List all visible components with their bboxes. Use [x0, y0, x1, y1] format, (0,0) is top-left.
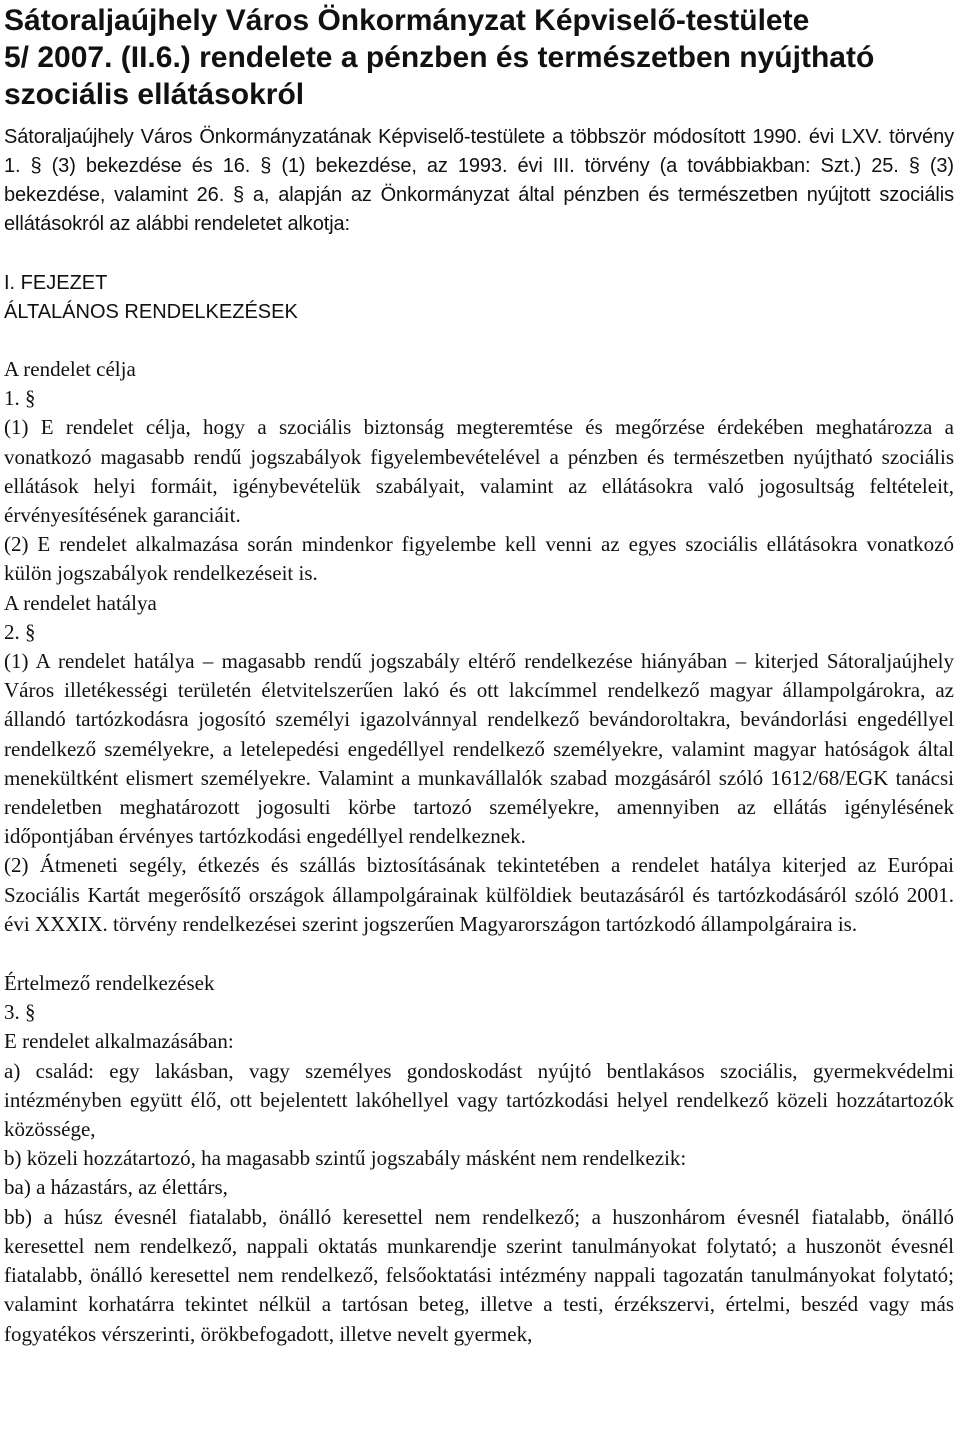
title-line: szociális ellátásokról [4, 78, 305, 111]
section-number: 3. § [4, 1000, 36, 1025]
paragraph: (2) Átmeneti segély, étkezés és szállás biztosításának tekintetében a rendelet hatálya kiterjed az Európai Szociális Kartát megerősítő országok állampolgárainak külföldiek beutazásáról és tartózkodásáról szóló 2001. évi XXXIX. törvény rendelkezései szerint jogszerűen Magyarországon tartózkodó állampolgáraira is. [4, 853, 954, 936]
paragraph: a) család: egy lakásban, vagy személyes gondoskodást nyújtó bentlakásos szociális, gyermekvédelmi intézményben együtt élő, ott bejelentett lakóhellyel vagy tartózkodási helyel rendelkező közeli hozzátartozók közössége, [4, 1058, 954, 1142]
section-1 [4, 355, 954, 589]
document-page [4, 0, 954, 1349]
section-heading: A rendelet hatálya [4, 590, 157, 615]
paragraph: (1) E rendelet célja, hogy a szociális biztonság megteremtése és megőrzése érdekében meghatározza a vonatkozó magasabb rendű jogszabályok figyelembevételével a pénzben és természetben nyújtható szociális ellátások helyi formáit, igénybevételük szabályait, valamint az ellátásokra való jogosultság feltételeit, érvényesítésének garanciáit. [4, 415, 954, 528]
section-number: 2. § [4, 619, 36, 644]
preamble: Sátoraljaújhely Város Önkormányzatának Képviselő-testülete a többször módosított 1990. évi LXV. törvény 1. § (3) bekezdése és 16. § (1) bekezdése, az 1993. évi III. törvény (a továbbiakban: Szt.) 25. § (3) bekezdése, valamint 26. § a, alapján az Önkormányzat által pénzben és természetben nyújtott szociális ellátásokról az alábbi rendeletet alkotja: [4, 126, 954, 235]
title-line: 5/ 2007. (II.6.) rendelete a pénzben és természetben nyújtható [4, 41, 875, 74]
paragraph: bb) a húsz évesnél fiatalabb, önálló keresettel nem rendelkező; a huszonhárom évesnél fiatalabb, önálló keresettel nem rendelkező, nappali oktatás munkarendje szerint tanulmányokat folytató; a huszonöt évesnél fiatalabb, önálló keresettel nem rendelkező, felsőoktatási intézmény nappali tagozatán tanulmányokat folytató; valamint korhatárra tekintet nélkül a tartósan beteg, illetve a testi, érzékszervi, értelmi, beszéd vagy más fogyatékos vérszerinti, örökbefogadott, illetve nevelt gyermek, [4, 1204, 954, 1346]
chapter-number: I. FEJEZET [4, 272, 108, 294]
section-3 [4, 969, 954, 1349]
paragraph: (2) E rendelet alkalmazása során mindenkor figyelembe kell venni az egyes szociális ellátásokra vonatkozó külön jogszabályok rendelkezéseit is. [4, 532, 954, 586]
section-number: 1. § [4, 386, 36, 411]
section-heading: A rendelet célja [4, 357, 136, 381]
document-title [4, 0, 954, 113]
paragraph: ba) a házastárs, az élettárs, [4, 1175, 228, 1200]
title-line: Sátoraljaújhely Város Önkormányzat Képviselő-testülete [4, 4, 810, 37]
chapter-title: ÁLTALÁNOS RENDELKEZÉSEK [4, 301, 298, 323]
chapter-heading [4, 269, 954, 327]
section-2 [4, 589, 954, 939]
section-heading: Értelmező rendelkezések [4, 971, 215, 996]
paragraph: b) közeli hozzátartozó, ha magasabb szintű jogszabály másként nem rendelkezik: [4, 1146, 687, 1171]
paragraph: E rendelet alkalmazásában: [4, 1029, 234, 1054]
paragraph: (1) A rendelet hatálya – magasabb rendű jogszabály eltérő rendelkezése hiányában – kiterjed Sátoraljaújhely Város illetékességi területén életvitelszerűen lakó és ott lakcímmel rendelkező magyar állampolgárokra, az állandó tartózkodásra jogosító személyi igazolvánnyal rendelkező bevándoroltakra, bevándorlási engedéllyel rendelkező személyekre, a letelepedési engedéllyel rendelkező személyekre, valamint magyar hatóságok által menekültként elismert személyekre. Valamint a munkavállalók szabad mozgásáról szóló 1612/68/EGK tanácsi rendeletben meghatározott jogosulti körbe tartozó személyekre, amennyiben az ellátás igénylésének időpontjában érvényes tartózkodási engedéllyel rendelkeznek. [4, 649, 954, 849]
